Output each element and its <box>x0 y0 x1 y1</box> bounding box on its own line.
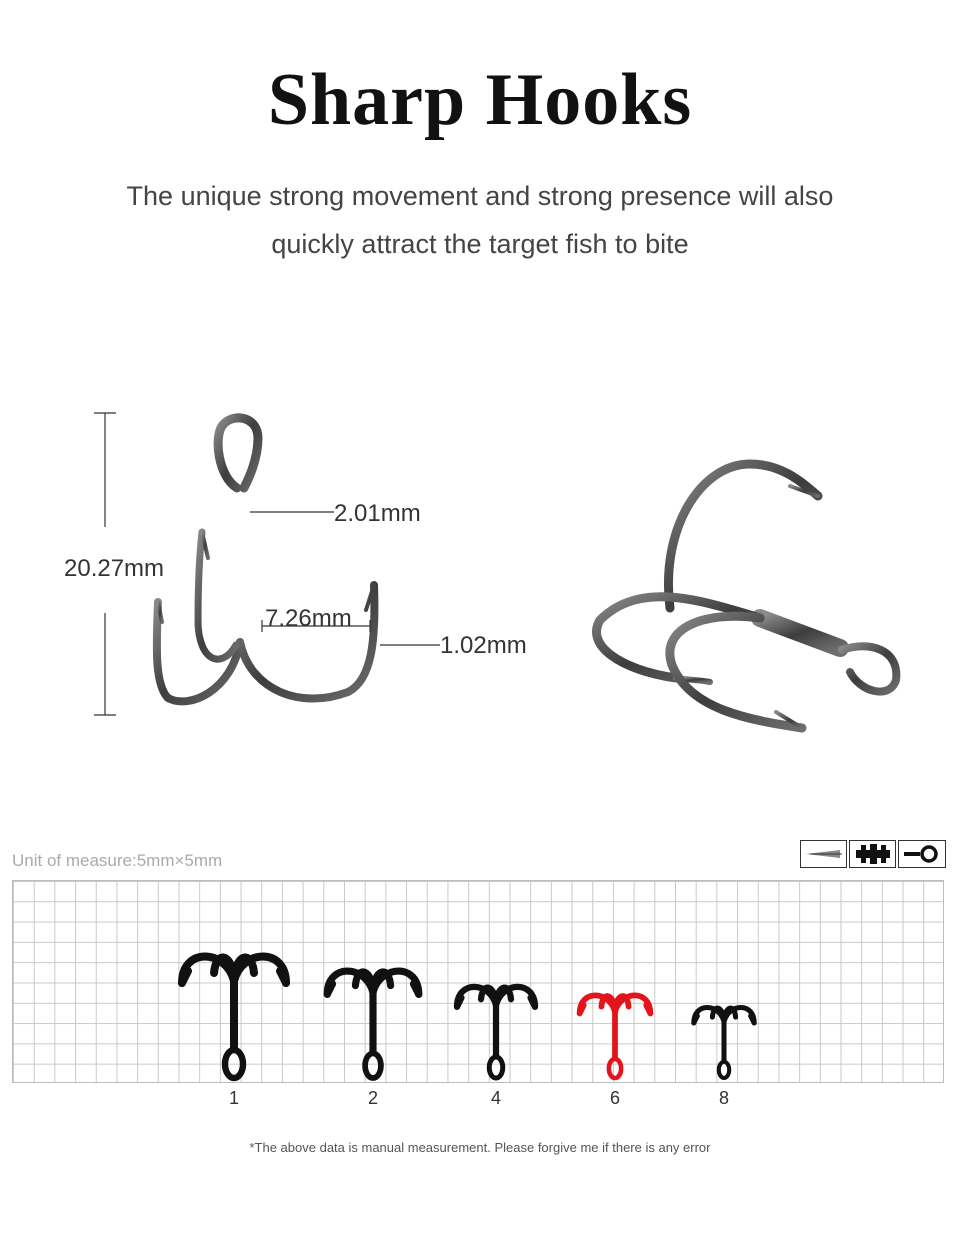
hook-size-1-icon <box>182 957 286 1079</box>
ring-eye-icon <box>899 841 946 868</box>
treble-hook-angled-view <box>597 464 897 728</box>
barrel-icon <box>850 841 896 868</box>
size-label-6: 6 <box>609 1088 620 1108</box>
hook-size-8-icon <box>694 1008 754 1078</box>
size-label-1: 1 <box>228 1088 239 1108</box>
height-dimension-label: 20.27mm <box>64 555 165 582</box>
hook-size-2-icon <box>327 971 419 1078</box>
sharp-point-icon <box>801 841 847 868</box>
hook-size-6-icon <box>580 995 651 1078</box>
wire-dimension-label: 1.02mm <box>440 632 527 659</box>
unit-of-measure-label: Unit of measure:5mm×5mm <box>12 851 223 870</box>
treble-hook-front-view <box>157 418 375 702</box>
hook-size-chart <box>0 940 960 1090</box>
feature-legend <box>800 840 946 868</box>
subtitle-line-1: The unique strong movement and strong presence will also <box>126 181 834 211</box>
measurement-disclaimer: *The above data is manual measurement. Please forgive me if there is any error <box>249 1140 711 1155</box>
gap-dimension-label: 7.26mm <box>265 605 352 632</box>
size-label-2: 2 <box>367 1088 378 1108</box>
size-label-8: 8 <box>718 1088 729 1108</box>
size-label-4: 4 <box>490 1088 501 1108</box>
hook-size-4-icon <box>457 987 535 1078</box>
shank-dimension-label: 2.01mm <box>334 500 421 527</box>
page-subtitle <box>80 172 880 268</box>
page-title: Sharp Hooks <box>267 59 693 141</box>
subtitle-line-2: quickly attract the target fish to bite <box>271 229 689 259</box>
